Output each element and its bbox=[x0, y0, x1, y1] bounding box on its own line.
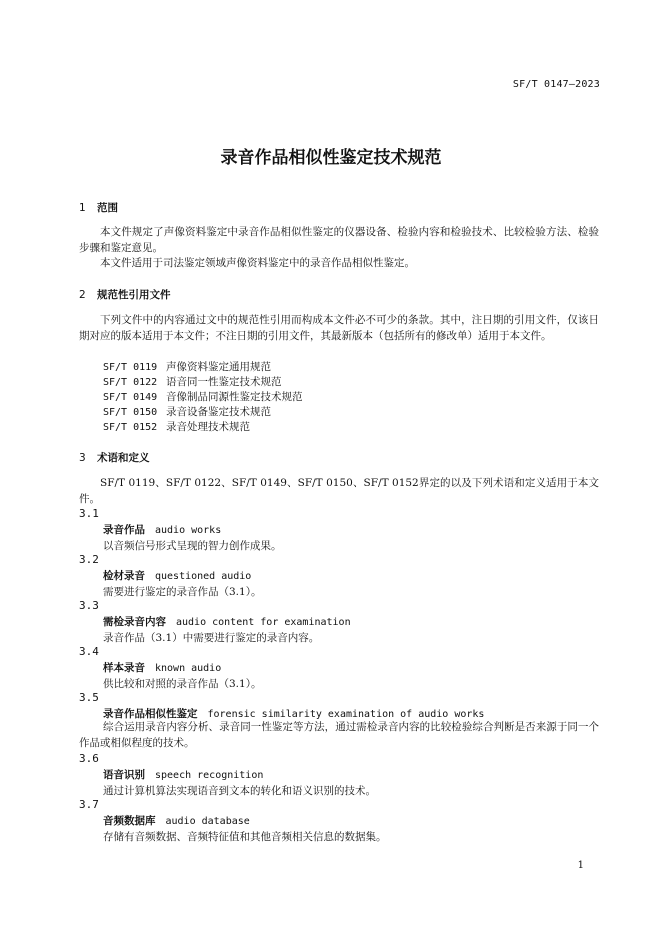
term-definition: 录音作品（3.1）中需要进行鉴定的录音内容。 bbox=[103, 632, 320, 644]
reference-code: SF/T 0122 bbox=[103, 377, 158, 388]
term-en: known audio bbox=[155, 663, 222, 674]
terms-intro-paragraph: SF/T 0119、SF/T 0122、SF/T 0149、SF/T 0150、SF/T 0152界定的以及下列术语和定义适用于本文件。 bbox=[79, 477, 599, 505]
term-entry bbox=[103, 767, 263, 782]
term-zh: 样本录音 bbox=[103, 662, 145, 674]
page-number: 1 bbox=[577, 860, 584, 871]
reference-title: 录音设备鉴定技术规范 bbox=[166, 406, 271, 418]
term-entry bbox=[103, 813, 250, 828]
section-title: 术语和定义 bbox=[97, 452, 150, 464]
term-definition: 需要进行鉴定的录音作品（3.1）。 bbox=[103, 586, 262, 598]
document-title: 录音作品相似性鉴定技术规范 bbox=[220, 148, 442, 168]
term-entry bbox=[103, 706, 484, 721]
term-entry bbox=[103, 660, 221, 675]
term-number: 3.2 bbox=[79, 553, 99, 566]
scope-paragraph-1: 本文件规定了声像资料鉴定中录音作品相似性鉴定的仪器设备、检验内容和检验技术、比较检验方法、检验步骤和鉴定意见。 bbox=[79, 226, 599, 254]
document-code: SF/T 0147—2023 bbox=[512, 79, 600, 90]
reference-item bbox=[103, 389, 303, 404]
term-number: 3.1 bbox=[79, 507, 99, 520]
term-entry bbox=[103, 522, 221, 537]
term-number: 3.7 bbox=[79, 798, 99, 811]
term-en: audio works bbox=[155, 525, 222, 536]
term-definition: 存储有音频数据、音频特征值和其他音频相关信息的数据集。 bbox=[103, 831, 387, 843]
term-definition: 以音频信号形式呈现的智力创作成果。 bbox=[103, 540, 282, 552]
term-number: 3.5 bbox=[79, 691, 99, 704]
section-title: 范围 bbox=[97, 202, 118, 214]
term-number: 3.6 bbox=[79, 752, 99, 765]
section-heading-scope bbox=[79, 200, 118, 215]
term-zh: 语音识别 bbox=[103, 769, 145, 781]
term-definition: 通过计算机算法实现语音到文本的转化和语义识别的技术。 bbox=[103, 785, 376, 797]
term-en: questioned audio bbox=[155, 571, 252, 582]
term-definition: 综合运用录音内容分析、录音同一性鉴定等方法，通过需检录音内容的比较检验综合判断是否来源于同一个作品或相似程度的技术。 bbox=[79, 721, 599, 749]
section-heading-normative-references bbox=[79, 287, 171, 302]
term-zh: 录音作品 bbox=[103, 524, 145, 536]
term-entry bbox=[103, 614, 351, 629]
section-number: 1 bbox=[79, 202, 86, 214]
reference-title: 声像资料鉴定通用规范 bbox=[166, 361, 271, 373]
section-heading-terms-and-definitions bbox=[79, 450, 150, 465]
term-en: forensic similarity examination of audio works bbox=[207, 709, 485, 720]
term-definition: 供比较和对照的录音作品（3.1）。 bbox=[103, 678, 262, 690]
term-number: 3.3 bbox=[79, 599, 99, 612]
reference-code: SF/T 0119 bbox=[103, 362, 158, 373]
term-entry bbox=[103, 568, 251, 583]
reference-item bbox=[103, 374, 282, 389]
reference-code: SF/T 0152 bbox=[103, 422, 158, 433]
section-number: 3 bbox=[79, 452, 86, 464]
reference-code: SF/T 0150 bbox=[103, 407, 158, 418]
reference-item bbox=[103, 419, 250, 434]
reference-code: SF/T 0149 bbox=[103, 392, 158, 403]
references-paragraph: 下列文件中的内容通过文中的规范性引用而构成本文件必不可少的条款。其中，注日期的引用文件，仅该日期对应的版本适用于本文件；不注日期的引用文件，其最新版本（包括所有的修改单）适用于本文件。 bbox=[79, 314, 599, 342]
reference-title: 语音同一性鉴定技术规范 bbox=[166, 376, 282, 388]
reference-title: 音像制品同源性鉴定技术规范 bbox=[166, 391, 303, 403]
term-zh: 音频数据库 bbox=[103, 815, 156, 827]
reference-title: 录音处理技术规范 bbox=[166, 421, 250, 433]
term-en: audio database bbox=[165, 816, 250, 827]
term-en: speech recognition bbox=[155, 770, 264, 781]
section-number: 2 bbox=[79, 289, 86, 301]
term-zh: 录音作品相似性鉴定 bbox=[103, 708, 198, 720]
reference-item bbox=[103, 359, 271, 374]
section-title: 规范性引用文件 bbox=[97, 289, 171, 301]
term-zh: 需检录音内容 bbox=[103, 616, 166, 628]
scope-paragraph-2: 本文件适用于司法鉴定领域声像资料鉴定中的录音作品相似性鉴定。 bbox=[100, 257, 415, 269]
term-en: audio content for examination bbox=[176, 617, 351, 628]
term-zh: 检材录音 bbox=[103, 570, 145, 582]
term-number: 3.4 bbox=[79, 645, 99, 658]
reference-item bbox=[103, 404, 271, 419]
